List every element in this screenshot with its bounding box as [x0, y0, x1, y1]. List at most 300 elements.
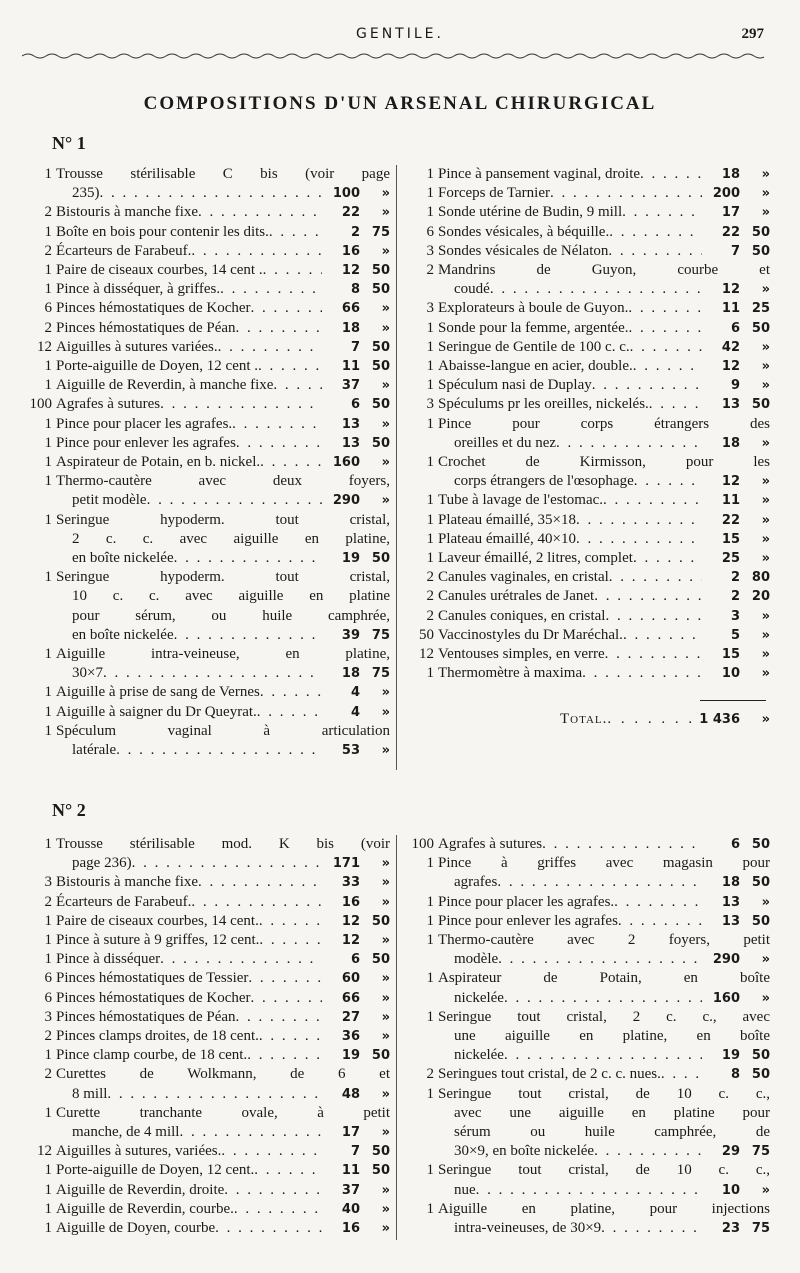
price-francs: 39 [341, 627, 360, 643]
dot-leader [498, 950, 702, 969]
dot-leader [132, 854, 322, 873]
list-item [18, 242, 390, 261]
item-description [56, 395, 390, 414]
item-description [56, 223, 390, 242]
list-item [18, 1181, 390, 1200]
price-centimes: » [381, 320, 390, 336]
list-item [410, 357, 770, 376]
item-description [438, 626, 770, 645]
list-item [410, 1200, 770, 1238]
dot-leader [116, 741, 322, 760]
price-centimes: 80 [751, 570, 770, 586]
item-description [438, 607, 770, 626]
dot-leader [232, 415, 322, 434]
description-text: Pinces clamps droites, de 18 cent. [56, 1028, 259, 1045]
item-description [56, 893, 390, 912]
price-francs: 12 [341, 913, 360, 929]
description-line [438, 376, 770, 395]
description-text: Aiguille de Doyen, courbe [56, 1220, 216, 1237]
item-quantity: 1 [44, 722, 52, 739]
description-text: Pinces hémostatiques de Péan [56, 319, 236, 336]
list-item [18, 338, 390, 357]
description-text: Mandrins de Guyon, courbe et [438, 262, 770, 279]
description-text: 10 c. c. avec aiguille en platine [72, 588, 390, 605]
price-centimes: » [761, 282, 770, 298]
description-text: Porte-aiguille de Doyen, 12 cent. [56, 1162, 255, 1179]
description-line [56, 912, 390, 931]
dot-leader [234, 1200, 322, 1219]
price-francs: 8 [350, 282, 360, 298]
item-quantity: 50 [419, 626, 434, 643]
item-quantity: 2 [426, 1066, 434, 1083]
item-description [438, 1161, 770, 1199]
item-description [438, 587, 770, 606]
list-item [410, 893, 770, 912]
description-text: corps étrangers de l'œsophage [454, 473, 634, 490]
description-text: Sondes vésicales de Nélaton [438, 242, 609, 259]
description-line [56, 549, 390, 568]
item-quantity: 1 [44, 569, 52, 586]
description-text: Canules urétrales de Janet [438, 588, 595, 605]
price-francs: 12 [721, 359, 740, 375]
description-line [438, 664, 770, 683]
description-text: Aiguille de Reverdin, à manche fixe [56, 377, 274, 394]
price-centimes: » [381, 378, 390, 394]
price-francs: 5 [730, 627, 740, 643]
price-centimes: » [761, 474, 770, 490]
description-text: modèle [454, 951, 499, 968]
item-quantity: 1 [44, 1104, 52, 1121]
item-description [438, 1008, 770, 1066]
item-description [438, 931, 770, 969]
dot-leader [633, 357, 702, 376]
list-item [410, 568, 770, 587]
description-text: nickelée [454, 989, 504, 1006]
list-item [18, 223, 390, 242]
dot-leader [247, 1046, 322, 1065]
description-line [56, 1008, 390, 1027]
price-francs: 19 [721, 1048, 740, 1064]
description-text: Aspirateur de Potain, en b. nickel. [56, 454, 261, 471]
description-line [438, 242, 770, 261]
price-centimes: » [381, 933, 390, 949]
item-quantity: 6 [44, 970, 52, 987]
item-quantity: 1 [426, 454, 434, 471]
description-text: Pince clamp courbe, de 18 cent. [56, 1047, 248, 1064]
item-quantity: 1 [426, 415, 434, 432]
price-centimes: 50 [371, 339, 390, 355]
item-quantity: 1 [426, 1162, 434, 1179]
item-quantity: 1 [426, 511, 434, 528]
price-francs: 7 [350, 1144, 360, 1160]
dot-leader [198, 873, 322, 892]
price-centimes: 50 [371, 913, 390, 929]
dot-leader [147, 491, 322, 510]
price-francs: 48 [341, 1086, 360, 1102]
description-text: Abaisse-langue en acier, double. [438, 358, 633, 375]
list-item [18, 319, 390, 338]
list-item [410, 1085, 770, 1162]
dot-leader [220, 280, 322, 299]
dot-leader [556, 434, 702, 453]
description-line [56, 395, 390, 414]
description-text: Seringue tout cristal, de 10 c. c., [438, 1085, 770, 1102]
price-centimes: » [381, 1029, 390, 1045]
item-quantity: 2 [426, 262, 434, 279]
dot-leader [236, 319, 322, 338]
list-item [18, 1104, 390, 1142]
price-centimes: » [761, 186, 770, 202]
list-item [410, 549, 770, 568]
list-item [18, 280, 390, 299]
price-centimes: 50 [751, 243, 770, 259]
price-francs: 8 [730, 1067, 740, 1083]
item-description [438, 165, 770, 184]
list-item [18, 873, 390, 892]
list-item [18, 203, 390, 222]
description-text: Seringue hypoderm. tout cristal, [56, 569, 390, 586]
list-item [18, 1046, 390, 1065]
item-quantity: 6 [44, 989, 52, 1006]
list-item [410, 319, 770, 338]
dot-leader [504, 1046, 702, 1065]
description-line [56, 741, 390, 760]
description-line [438, 969, 770, 988]
section-2-left-column [18, 835, 390, 1238]
item-description [56, 950, 390, 969]
description-text: Agrafes à sutures [56, 396, 161, 413]
description-text: en boîte nickelée [72, 626, 174, 643]
dot-leader [649, 395, 702, 414]
item-quantity: 3 [426, 242, 434, 259]
item-quantity: 1 [426, 530, 434, 547]
list-item [410, 912, 770, 931]
price-francs: 16 [341, 1221, 360, 1237]
dot-leader [594, 587, 702, 606]
item-description [56, 453, 390, 472]
price-centimes: » [761, 167, 770, 182]
price-francs: 12 [721, 282, 740, 298]
price-francs: 13 [341, 416, 360, 432]
item-description [56, 1065, 390, 1103]
description-text: page 236) [72, 855, 132, 872]
description-text: Pinces hémostatiques de Péan [56, 1008, 236, 1025]
price-francs: 25 [721, 551, 740, 567]
description-line [56, 434, 390, 453]
total-centimes: » [761, 712, 770, 727]
price-centimes: 50 [371, 282, 390, 298]
dot-leader [224, 1181, 322, 1200]
list-item [18, 1027, 390, 1046]
item-description [438, 261, 770, 299]
item-description [438, 319, 770, 338]
dot-leader [640, 165, 702, 184]
section-label: N° 2 [52, 800, 86, 820]
description-text: Canules vaginales, en cristal [438, 569, 609, 586]
list-item [410, 261, 770, 299]
description-line [438, 1142, 770, 1161]
item-description [438, 511, 770, 530]
dot-leader [630, 338, 702, 357]
dot-leader [476, 1181, 702, 1200]
price-centimes: » [761, 627, 770, 643]
item-quantity: 1 [426, 358, 434, 375]
price-centimes: 50 [751, 837, 770, 852]
item-quantity: 1 [44, 1200, 52, 1217]
item-description [438, 1065, 770, 1084]
description-line [438, 549, 770, 568]
price-francs: 13 [341, 435, 360, 451]
description-line [56, 491, 390, 510]
dot-leader [218, 338, 322, 357]
description-text: Pince pour enlever les agrafes [438, 912, 618, 929]
price-francs: 4 [350, 685, 360, 701]
description-text: Plateau émaillé, 40×10 [438, 530, 577, 547]
item-description [56, 1200, 390, 1219]
price-centimes: » [761, 531, 770, 547]
item-quantity: 100 [29, 396, 52, 413]
price-centimes: 75 [371, 627, 390, 643]
description-line [56, 165, 390, 184]
price-francs: 18 [721, 167, 740, 182]
description-text: Aiguille de Reverdin, droite [56, 1181, 225, 1198]
price-centimes: 50 [371, 1048, 390, 1064]
price-francs: 7 [730, 243, 740, 259]
description-line [438, 587, 770, 606]
description-text: Trousse stérilisable C bis (voir page [56, 166, 390, 182]
description-line [56, 1142, 390, 1161]
item-quantity: 1 [44, 262, 52, 279]
list-item [410, 1065, 770, 1084]
description-text: une aiguille en platine, en boîte [454, 1028, 770, 1045]
item-description [56, 165, 390, 203]
dot-leader [614, 893, 702, 912]
description-text: Porte-aiguille de Doyen, 12 cent . [56, 358, 259, 375]
price-centimes: » [381, 1009, 390, 1025]
total-row [560, 710, 770, 729]
item-description [56, 912, 390, 931]
price-francs: 11 [341, 359, 360, 375]
list-item [18, 912, 390, 931]
item-quantity: 3 [44, 1008, 52, 1025]
item-description [438, 893, 770, 912]
description-line [56, 568, 390, 587]
dot-leader [174, 549, 322, 568]
description-line [438, 912, 770, 931]
list-item [410, 530, 770, 549]
item-quantity: 3 [44, 874, 52, 891]
dot-leader [582, 664, 702, 683]
item-description [56, 1027, 390, 1046]
list-item [410, 587, 770, 606]
list-item [18, 931, 390, 950]
price-centimes: » [761, 990, 770, 1006]
price-francs: 16 [341, 894, 360, 910]
description-text: coudé [454, 281, 490, 298]
price-francs: 27 [341, 1009, 360, 1025]
price-centimes: 20 [751, 589, 770, 605]
list-item [410, 835, 770, 854]
description-text: Thermo-cautère avec deux foyers, [56, 473, 390, 490]
description-text: Pince à pansement vaginal, droite [438, 166, 641, 182]
dot-leader [260, 453, 322, 472]
list-item [410, 223, 770, 242]
item-quantity: 1 [44, 358, 52, 375]
item-description [56, 242, 390, 261]
item-description [438, 549, 770, 568]
description-line [438, 1104, 770, 1123]
list-item [410, 511, 770, 530]
price-francs: 160 [332, 455, 360, 471]
item-quantity: 3 [426, 300, 434, 317]
description-text: Pince pour enlever les agrafes [56, 434, 236, 451]
price-francs: 6 [350, 397, 360, 413]
description-line [56, 261, 390, 280]
item-quantity: 1 [44, 281, 52, 298]
dot-leader [248, 969, 322, 988]
dot-leader [258, 357, 322, 376]
price-centimes: 50 [371, 952, 390, 968]
price-francs: 22 [341, 205, 360, 221]
item-description [438, 357, 770, 376]
description-text: Bistouris à manche fixe [56, 204, 199, 221]
item-quantity: 100 [411, 836, 434, 852]
description-line [438, 1046, 770, 1065]
price-centimes: 25 [751, 301, 770, 317]
section-label: N° 1 [52, 133, 86, 153]
item-quantity: 1 [44, 454, 52, 471]
price-francs: 18 [721, 875, 740, 891]
item-quantity: 1 [426, 970, 434, 987]
price-centimes: » [381, 1182, 390, 1198]
price-francs: 9 [730, 378, 740, 394]
price-francs: 23 [721, 1221, 740, 1237]
item-description [56, 1142, 390, 1161]
description-text: Curettes de Wolkmann, de 6 et [56, 1066, 390, 1083]
item-description [438, 835, 770, 854]
list-item [410, 854, 770, 892]
dot-leader [236, 434, 322, 453]
description-line [438, 950, 770, 969]
price-francs: 2 [730, 570, 740, 586]
description-line [438, 184, 770, 203]
item-quantity: 1 [426, 1008, 434, 1025]
price-francs: 6 [350, 952, 360, 968]
dot-leader [260, 683, 322, 702]
item-quantity: 1 [44, 932, 52, 949]
price-centimes: » [381, 243, 390, 259]
price-centimes: 50 [371, 435, 390, 451]
description-text: latérale [72, 742, 117, 759]
description-line [438, 299, 770, 318]
item-quantity: 1 [426, 377, 434, 394]
price-francs: 11 [721, 301, 740, 317]
item-description [56, 376, 390, 395]
item-description [56, 1104, 390, 1142]
item-quantity: 1 [426, 1085, 434, 1102]
price-centimes: » [381, 186, 390, 202]
description-text: Spéculums pr les oreilles, nickelés. [438, 396, 649, 413]
dot-leader [601, 1219, 702, 1238]
item-quantity: 1 [44, 377, 52, 394]
description-text: Aspirateur de Potain, en boîte [438, 970, 770, 987]
item-quantity: 1 [44, 511, 52, 528]
list-item [18, 453, 390, 472]
item-description [438, 338, 770, 357]
item-quantity: 1 [426, 550, 434, 567]
description-text: Écarteurs de Farabeuf. [56, 893, 192, 910]
price-centimes: » [381, 301, 390, 317]
dot-leader [609, 568, 702, 587]
total-label: Total. [560, 711, 608, 727]
description-text: Ventouses simples, en verre [438, 646, 605, 663]
price-centimes: » [761, 378, 770, 394]
price-francs: 4 [350, 704, 360, 720]
description-line [438, 931, 770, 950]
description-line [438, 1008, 770, 1027]
price-centimes: » [381, 1125, 390, 1141]
description-text: Explorateurs à boule de Guyon. [438, 300, 629, 317]
list-item [18, 1008, 390, 1027]
list-item [410, 1008, 770, 1066]
dot-leader [160, 395, 322, 414]
dot-leader [100, 184, 323, 203]
dot-leader [236, 1008, 322, 1027]
list-item [410, 184, 770, 203]
price-francs: 18 [721, 435, 740, 451]
description-line [438, 989, 770, 1008]
description-line [56, 1181, 390, 1200]
description-text: Aiguille à prise de sang de Vernes [56, 684, 260, 701]
list-item [410, 626, 770, 645]
description-text: nickelée [454, 1047, 504, 1064]
description-line [56, 203, 390, 222]
description-text: 30×7 [72, 665, 103, 682]
dot-leader [160, 950, 322, 969]
description-line [56, 854, 390, 873]
list-item [410, 491, 770, 510]
description-text: pour sérum, ou huile camphrée, [72, 607, 390, 624]
price-centimes: 50 [371, 397, 390, 413]
item-description [438, 395, 770, 414]
list-item [18, 703, 390, 722]
description-line [56, 338, 390, 357]
description-line [56, 931, 390, 950]
price-centimes: » [381, 1086, 390, 1102]
item-description [438, 223, 770, 242]
description-line [56, 184, 390, 203]
item-description [56, 1046, 390, 1065]
list-item [18, 511, 390, 569]
dot-leader [174, 626, 322, 645]
price-francs: 10 [721, 1182, 740, 1198]
description-text: Seringues tout cristal, de 2 c. c. nues. [438, 1066, 661, 1083]
list-item [410, 969, 770, 1007]
dot-leader [221, 1142, 322, 1161]
description-line [56, 415, 390, 434]
description-line [56, 1027, 390, 1046]
list-item [410, 299, 770, 318]
item-quantity: 1 [426, 912, 434, 929]
price-centimes: » [381, 894, 390, 910]
description-text: Spéculum nasi de Duplay [438, 377, 592, 394]
price-francs: 6 [730, 837, 740, 852]
item-quantity: 2 [44, 242, 52, 259]
description-text: Spéculum vaginal à articulation [56, 722, 390, 739]
description-line [56, 1123, 390, 1142]
dot-leader [608, 242, 702, 261]
price-francs: 40 [341, 1201, 360, 1217]
